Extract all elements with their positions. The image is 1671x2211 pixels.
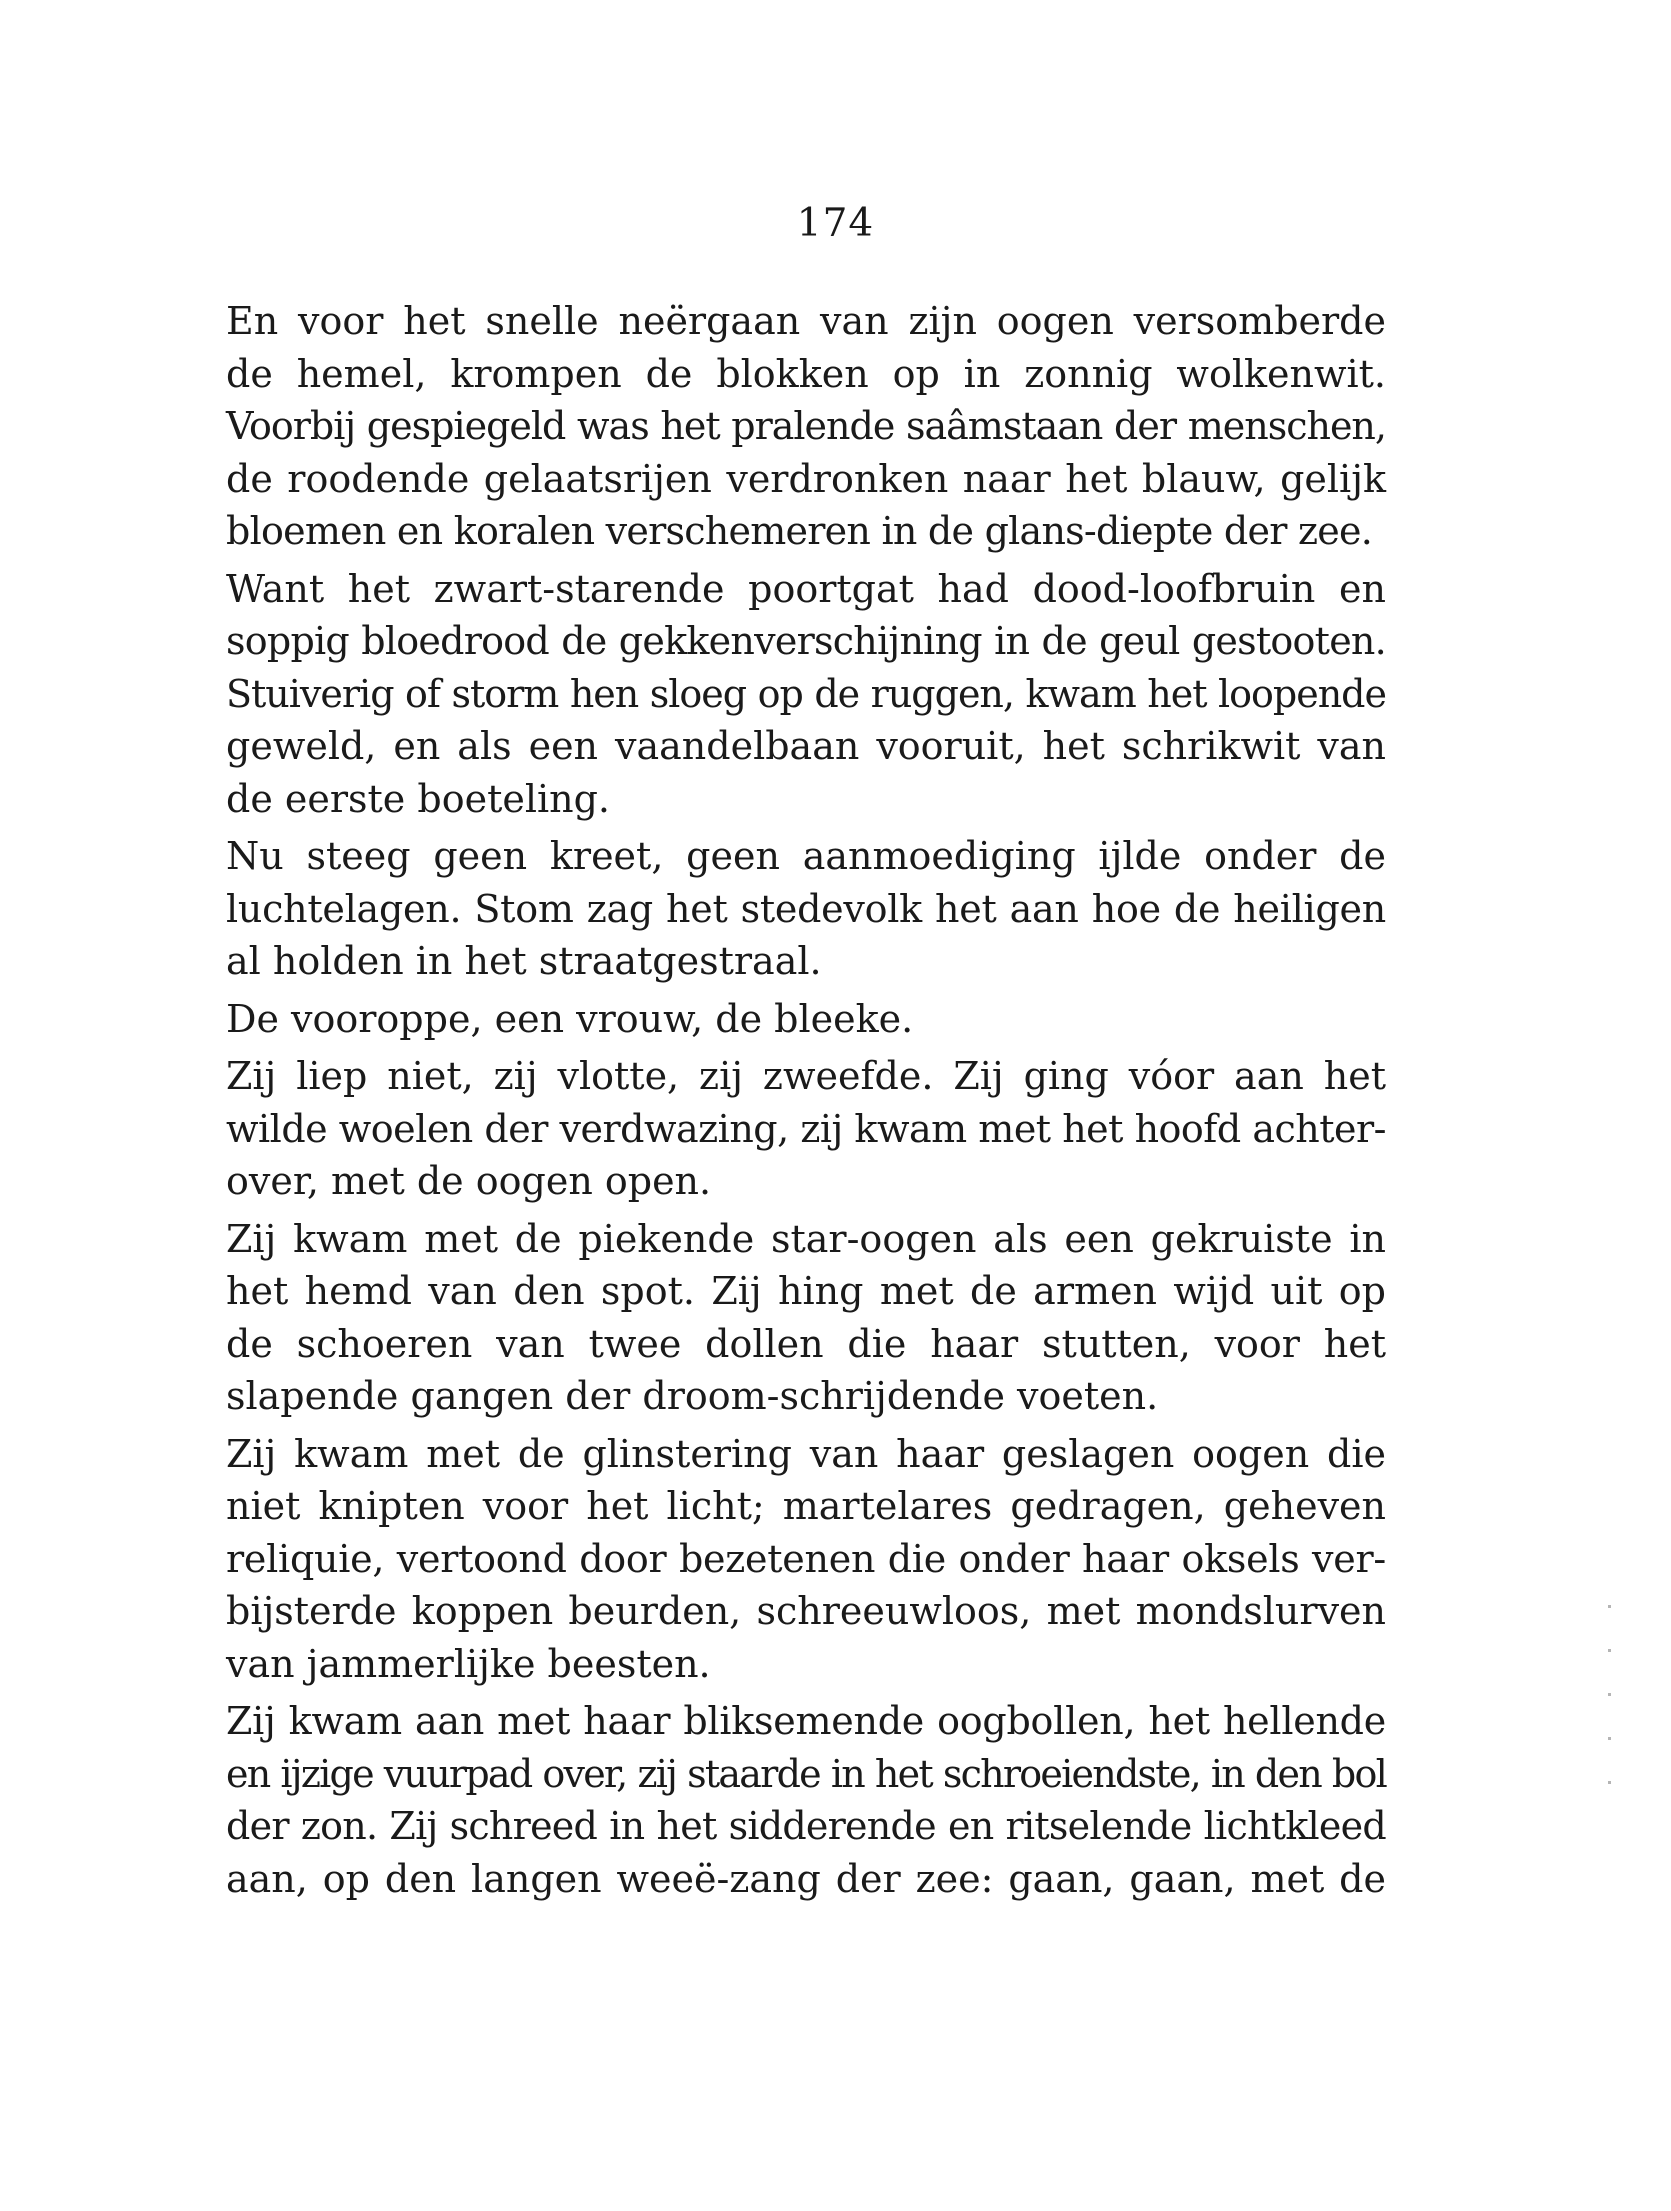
text-line: het hemd van den spot. Zij hing met de armen wijd uit op bbox=[226, 1269, 1386, 1313]
text-line: aan, op den langen weeë-zang der zee: gaan, gaan, met de bbox=[226, 1856, 1386, 1901]
text-line: Zij kwam aan met haar bliksemende oogbollen, het hellende bbox=[226, 1699, 1386, 1743]
body-text bbox=[226, 295, 1386, 1910]
text-line: bijsterde koppen beurden, schreeuwloos, met mondslurven bbox=[226, 1589, 1386, 1633]
text-line: der zon. Zij schreed in het sidderende en ritselende lichtkleed bbox=[226, 1804, 1386, 1848]
paragraph bbox=[226, 830, 1386, 988]
text-line: slapende gangen der droom-schrijdende voeten. bbox=[226, 1374, 1159, 1418]
text-line: luchtelagen. Stom zag het stedevolk het aan hoe de heiligen bbox=[226, 886, 1386, 931]
text-line: Zij kwam met de piekende star-oogen als een gekruiste in bbox=[226, 1216, 1386, 1261]
text-line: de roodende gelaatsrijen verdronken naar het blauw, gelijk bbox=[226, 456, 1386, 501]
paragraph bbox=[226, 993, 1386, 1046]
text-line: reliquie, vertoond door bezetenen die onder haar oksels ver- bbox=[226, 1536, 1386, 1581]
paragraph bbox=[226, 1695, 1386, 1905]
text-line: Zij kwam met de glinstering van haar geslagen oogen die bbox=[226, 1431, 1386, 1476]
text-line: geweld, en als een vaandelbaan vooruit, het schrikwit van bbox=[226, 724, 1386, 768]
text-line: en ijzige vuurpad over, zij staarde in het schroeiendste, in den bol bbox=[226, 1751, 1386, 1796]
text-line: Want het zwart-starende poortgat had dood-loofbruin en bbox=[226, 566, 1386, 611]
text-line: de schoeren van twee dollen die haar stutten, voor het bbox=[226, 1321, 1386, 1366]
text-line: al holden in het straatgestraal. bbox=[226, 939, 822, 983]
text-line: Nu steeg geen kreet, geen aanmoediging ijlde onder de bbox=[226, 834, 1386, 878]
text-line: De vooroppe, een vrouw, de bleeke. bbox=[226, 996, 914, 1041]
text-line: de eerste boeteling. bbox=[226, 776, 611, 821]
paragraph bbox=[226, 1428, 1386, 1691]
text-line: En voor het snelle neërgaan van zijn oogen versomberde bbox=[226, 299, 1386, 343]
text-line: over, met de oogen open. bbox=[226, 1159, 712, 1203]
text-line: de hemel, krompen de blokken op in zonnig wolkenwit. bbox=[226, 351, 1386, 396]
text-line: Stuiverig of storm hen sloeg op de ruggen, kwam het loopende bbox=[226, 671, 1386, 716]
text-line: bloemen en koralen verschemeren in de glans-diepte der zee. bbox=[226, 509, 1373, 553]
text-line: van jammerlijke beesten. bbox=[226, 1641, 711, 1686]
margin-scan-artifact bbox=[1608, 1605, 1611, 1815]
paragraph bbox=[226, 1050, 1386, 1208]
text-line: Zij liep niet, zij vlotte, zij zweefde. Zij ging vóor aan het bbox=[226, 1054, 1386, 1098]
page-number: 174 bbox=[796, 201, 875, 246]
text-line: soppig bloedrood de gekkenverschijning in de geul gestooten. bbox=[226, 619, 1386, 663]
text-line: Voorbij gespiegeld was het pralende saâmstaan der menschen, bbox=[226, 404, 1386, 448]
paragraph bbox=[226, 295, 1386, 558]
text-line: niet knipten voor het licht; martelares gedragen, geheven bbox=[226, 1484, 1386, 1528]
text-line: wilde woelen der verdwazing, zij kwam met het hoofd achter- bbox=[226, 1106, 1386, 1151]
paragraph bbox=[226, 1213, 1386, 1423]
paragraph bbox=[226, 563, 1386, 826]
